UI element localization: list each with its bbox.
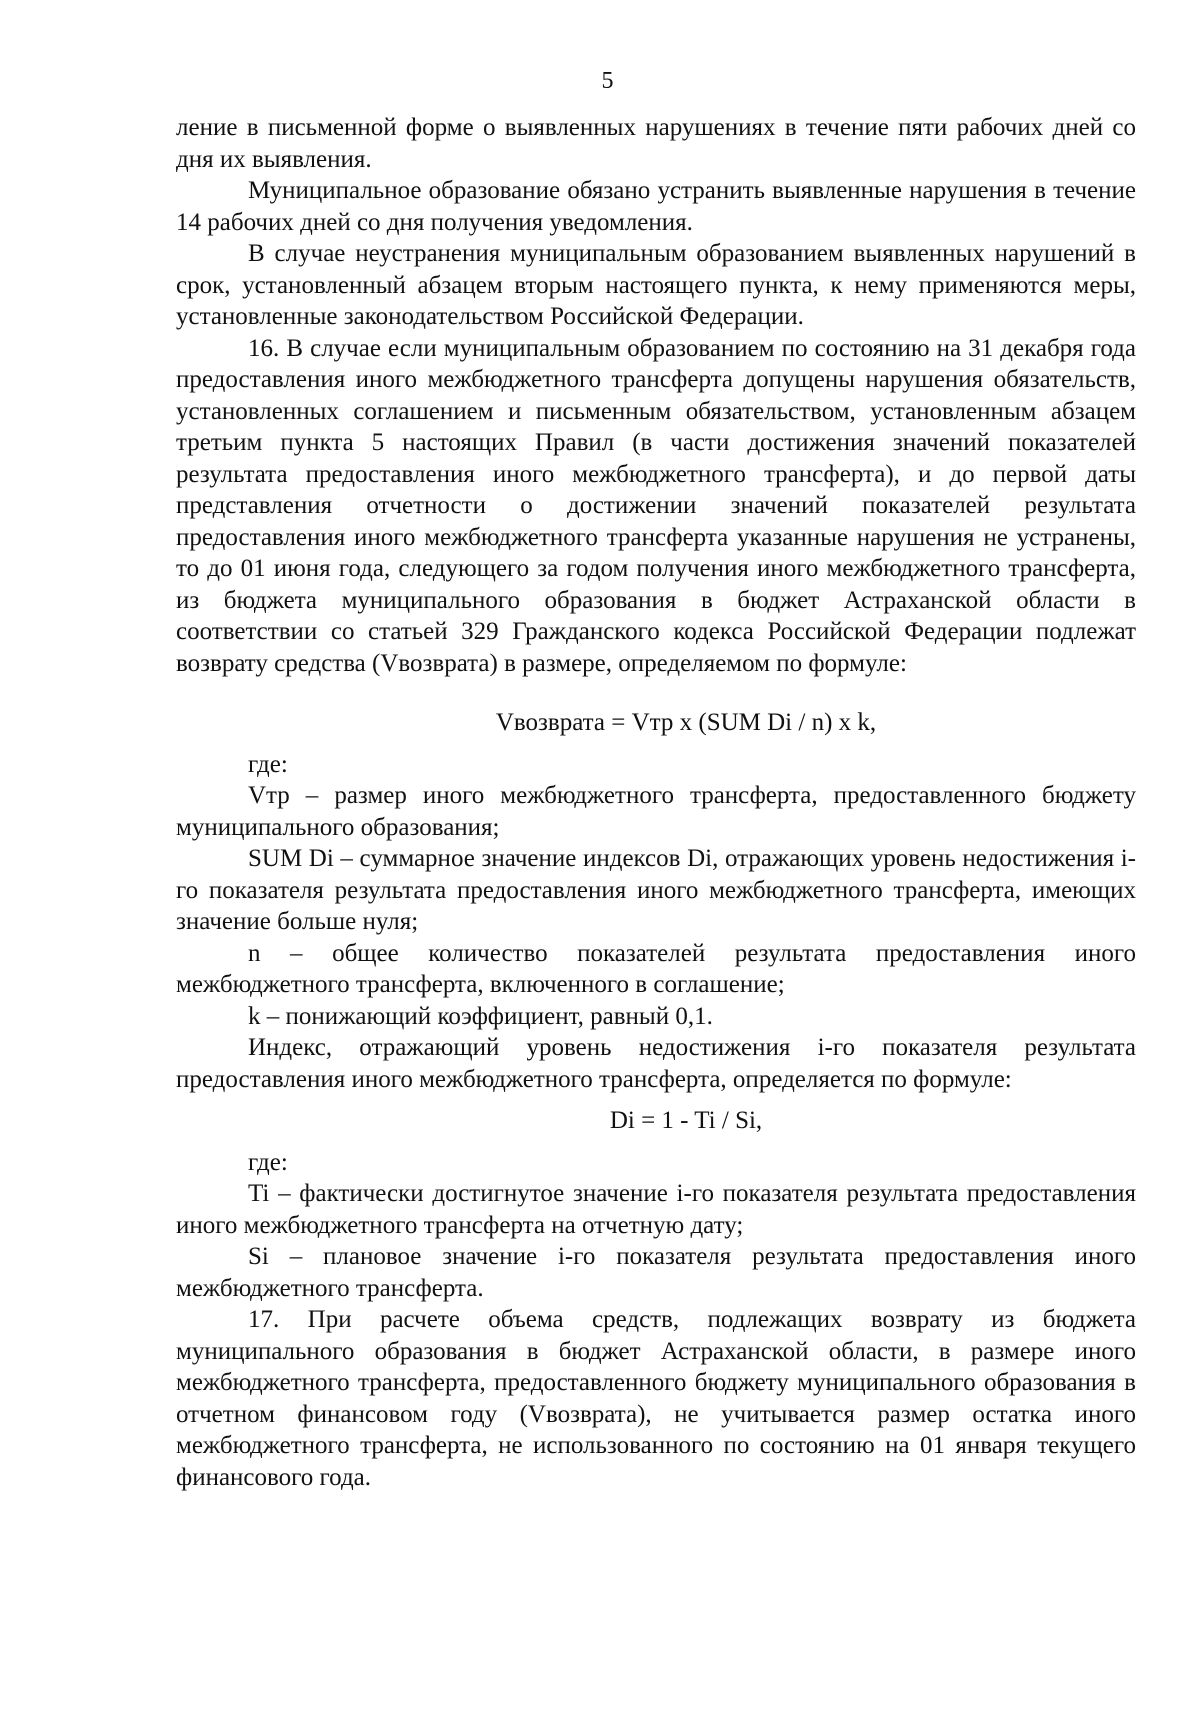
document-body-top xyxy=(176,112,1136,1493)
page-number: 5 xyxy=(601,68,614,94)
paragraph-index-intro: Индекс, отражающий уровень недостижения i-го показателя результата предоставления иного межбюджетного трансферта, определяется по формуле: xyxy=(176,1034,1136,1093)
definition-vtr: Vтр – размер иного межбюджетного трансферта, предоставленного бюджету муниципального образования; xyxy=(176,782,1136,841)
paragraph-measures: В случае неустранения муниципальным образованием выявленных нарушений в срок, установленный абзацем вторым настоящего пункта, к нему применяются меры, установленные законодательством Российской Федерации. xyxy=(176,240,1136,330)
formula-return-amount: Vвозврата = Vтр x (SUM Di / n) x k, xyxy=(495,709,877,736)
where-label: где: xyxy=(248,750,288,778)
paragraph-clause-16: 16. В случае если муниципальным образованием по состоянию на 31 декабря года предоставления иного межбюджетного трансферта допущены нарушения обязательств, установленных соглашением и письменным обязательством, установленным абзацем третьим пункта 5 настоящих Правил (в части достижения значений показателей результата предоставления иного межбюджетного трансферта), и до первой даты представления отчетности о достижении значений показателей результата предоставления иного межбюджетного трансферта указанные нарушения не устранены, то до 01 июня года, следующего за годом получения иного межбюджетного трансферта, из бюджета муниципального образования в бюджет Астраханской области в соответствии со статьей 329 Гражданского кодекса Российской Федерации подлежат возврату средства (Vвозврата) в размере, определяемом по формуле: xyxy=(176,334,1136,677)
definition-ti: Ti – фактически достигнутое значение i-го показателя результата предоставления иного межбюджетного трансферта на отчетную дату; xyxy=(176,1180,1136,1239)
definition-si: Si – плановое значение i-го показателя результата предоставления иного межбюджетного трансферта. xyxy=(176,1243,1136,1302)
paragraph-obligation: Муниципальное образование обязано устранить выявленные нарушения в течение 14 рабочих дней со дня получения уведомления. xyxy=(176,177,1136,236)
definition-sum-di: SUM Di – суммарное значение индексов Di, отражающих уровень недостижения i-го показателя результата предоставления иного межбюджетного трансферта, имеющих значение больше нуля; xyxy=(176,845,1136,935)
paragraph-clause-17: 17. При расчете объема средств, подлежащих возврату из бюджета муниципального образования в бюджет Астраханской области, в размере иного межбюджетного трансферта, предоставленного бюджету муниципального образования в отчетном финансовом году (Vвозврата), не учитывается размер остатка иного межбюджетного трансферта, не использованного по состоянию на 01 января текущего финансового года. xyxy=(176,1306,1136,1491)
paragraph-continuation: ление в письменной форме о выявленных нарушениях в течение пяти рабочих дней со дня их выявления. xyxy=(176,114,1136,173)
definition-k: k – понижающий коэффициент, равный 0,1. xyxy=(248,1002,713,1030)
formula-index-di: Di = 1 - Ti / Si, xyxy=(609,1107,763,1134)
definition-n: n – общее количество показателей результата предоставления иного межбюджетного трансферта, включенного в соглашение; xyxy=(176,939,1136,998)
where-label-second: где: xyxy=(248,1148,288,1176)
